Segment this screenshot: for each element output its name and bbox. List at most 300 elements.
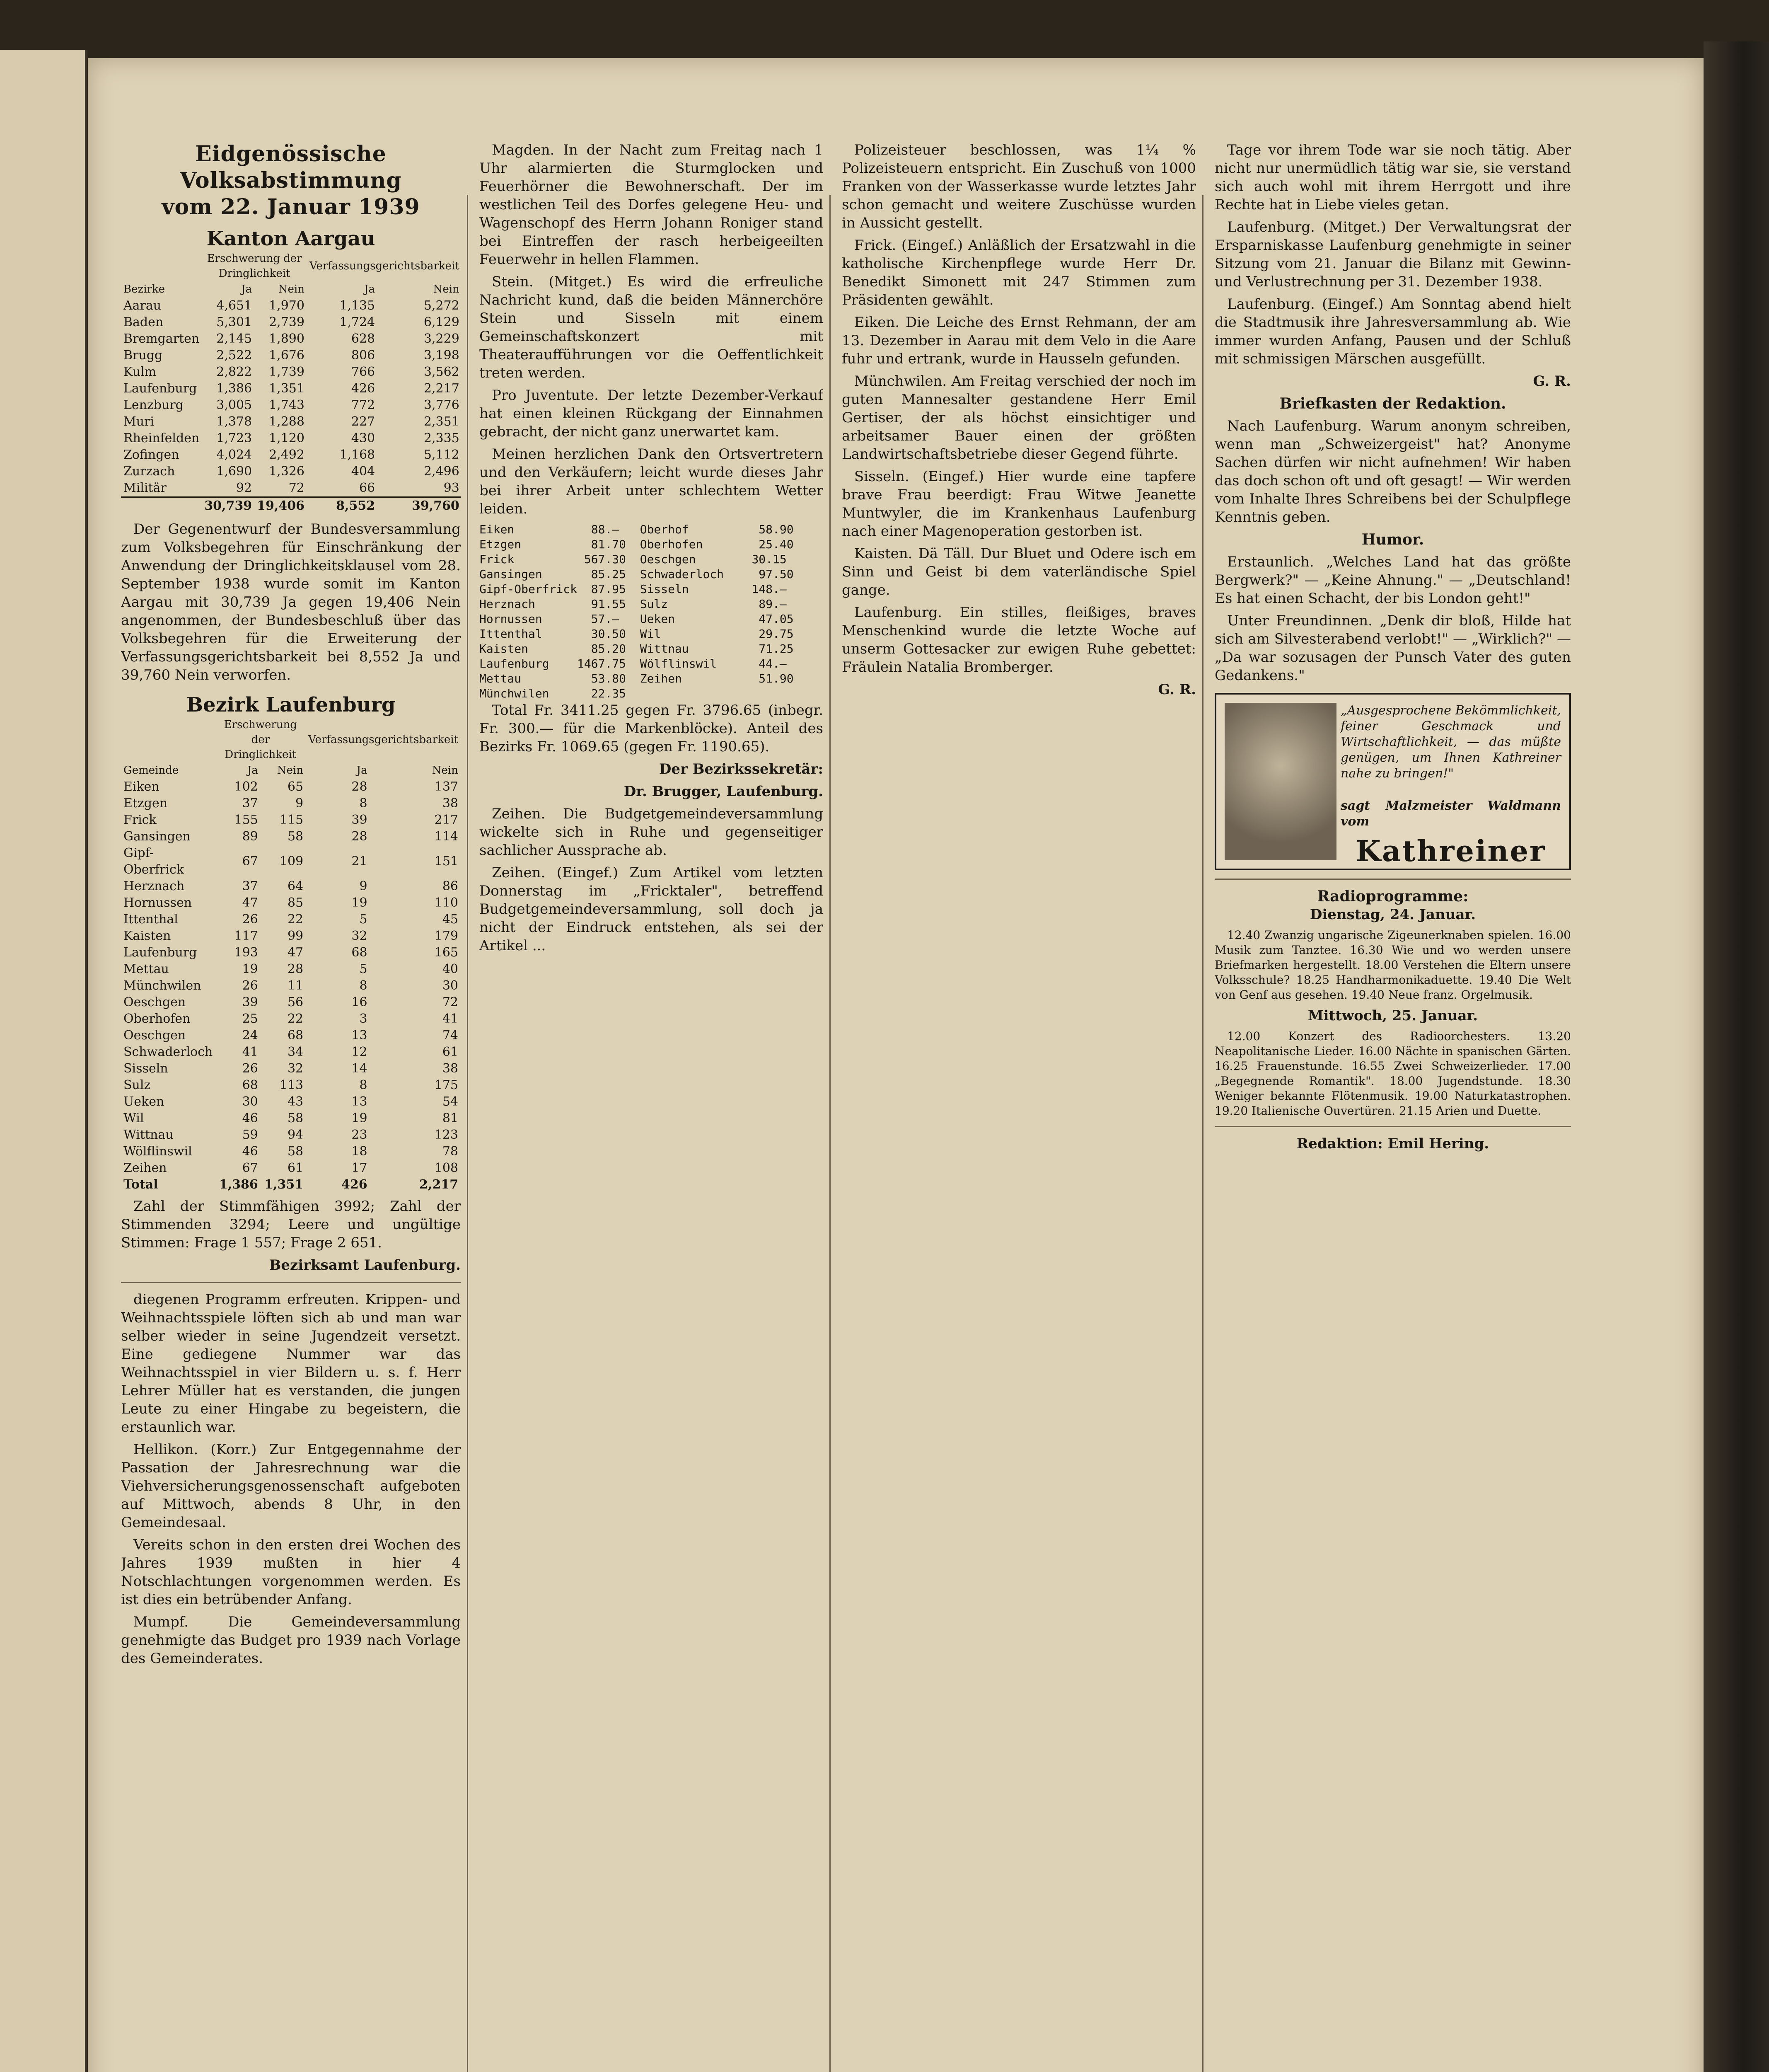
vote-cell: 68: [287, 1028, 304, 1043]
article-paragraph: Münchwilen. Am Freitag verschied der noch im guten Mannesalter gestandene Herr Emil Gertiser, der als höchst einsichtiger und arbeitsamer Bauer einen der größten Landwirtschaftsbetriebe dieser Gegend führte.: [842, 373, 1196, 462]
aargau-rows: [121, 298, 461, 497]
table-row: [121, 364, 461, 380]
radio-listing: 12.00 Konzert des Radioorchesters. 13.20 Neapolitanische Lieder. 16.00 Nächte in spanischen Gärten. 16.25 Frauenstunde. 16.55 Zwei Schweizerlieder. 17.00 „Begegnende Romantik". 18.00 Jugendstunde. 18.30 Weniger bekannte Flötenmusik. 19.00 Naturkatastrophen. 19.20 Italienische Ouvertüren. 21.15 Arien und Duette.: [1215, 1029, 1571, 1118]
header-bezirke: Bezirke: [123, 283, 165, 295]
vote-cell: 1,690: [216, 464, 252, 479]
row-label: Muri: [123, 414, 154, 429]
header-nein: Nein: [433, 283, 459, 295]
header-gemeinde: Gemeinde: [123, 764, 179, 777]
table-row: [121, 895, 461, 911]
vote-cell: 9: [295, 796, 304, 811]
col-group-verfassung: Verfassungsgerichtsbarkeit: [308, 733, 458, 746]
article-paragraph: Polizeisteuer beschlossen, was 1¼ % Polizeisteuern entspricht. Ein Zuschuß von 1000 Franken von der Wasserkasse wurde letztes Jahr schon gemacht und weitere Zuschüsse wurden in Aussicht gestellt.: [842, 142, 1196, 231]
vote-cell: 193: [234, 945, 258, 960]
vote-cell: 37: [242, 879, 258, 893]
table-row: [121, 928, 461, 944]
total-cell: 1,351: [264, 1177, 304, 1192]
vote-cell: 24: [242, 1028, 258, 1043]
table-row: [121, 380, 461, 397]
signature-secretary-name: Dr. Brugger, Laufenburg.: [624, 783, 823, 800]
vote-cell: 8: [359, 978, 367, 993]
vote-cell: 13: [351, 1028, 367, 1043]
vote-cell: 5: [359, 962, 367, 976]
vote-cell: 65: [287, 779, 304, 794]
headline-vote: Eidgenössische Volksabstimmung: [180, 141, 402, 193]
vote-cell: 8: [359, 796, 367, 811]
column-3-articles: [842, 141, 1196, 676]
table-row: [121, 978, 461, 994]
table-row: [121, 812, 461, 828]
vote-cell: 32: [287, 1061, 304, 1076]
vote-cell: 72: [442, 995, 458, 1009]
radio-heading: Radioprogramme:: [1317, 888, 1469, 905]
col-group-dringlichkeit: Erschwerung der Dringlichkeit: [207, 252, 302, 280]
vote-cell: 58: [287, 1111, 304, 1126]
vote-cell: 58: [287, 1144, 304, 1159]
vote-cell: 8: [359, 1078, 367, 1092]
row-label: Gipf-Oberfrick: [123, 846, 184, 877]
table-row: [121, 463, 461, 480]
vote-cell: 46: [242, 1111, 258, 1126]
table-row: [121, 447, 461, 463]
table-row: [121, 1110, 461, 1127]
vote-cell: 217: [434, 813, 458, 827]
previous-page-edge: [0, 50, 87, 2072]
article-paragraph: Pro Juventute. Der letzte Dezember-Verkauf hat einen kleinen Rückgang der Einnahmen gebracht, der nicht ganz unerwartet kam.: [479, 387, 823, 440]
column-1-articles: [121, 1290, 461, 1668]
column-1: [121, 141, 461, 2072]
table-row: [121, 397, 461, 414]
article-paragraph: Vereits schon in den ersten drei Wochen des Jahres 1939 mußten in hier 4 Notschlachtungen vorgenommen werden. Es ist dies ein betrübender Anfang.: [121, 1537, 461, 1608]
vote-cell: 3: [359, 1012, 367, 1026]
column-4: [1215, 141, 1571, 2072]
vote-cell: 102: [234, 779, 258, 794]
vote-cell: 772: [351, 398, 375, 412]
article-paragraph: Frick. (Eingef.) Anläßlich der Ersatzwahl in die katholische Kirchenpflege wurde Herr Dr. Benedikt Simonett mit 247 Stimmen zum Präsidenten gewählt.: [842, 237, 1196, 308]
row-label: Wil: [123, 1111, 144, 1126]
vote-cell: 56: [287, 995, 304, 1009]
kathreiner-advertisement: [1215, 693, 1571, 870]
article-paragraph: Zeihen. (Eingef.) Zum Artikel vom letzten Donnerstag im „Fricktaler", betreffend Budgetgemeindeversammlung, soll doch ja nicht der Eindruck entstehen, als sei der Artikel ...: [479, 864, 823, 954]
article-paragraph: Laufenburg. Ein stilles, fleißiges, braves Menschenkind wurde die letzte Woche auf unserm Gottesacker zur ewigen Ruhe gebettet: Fräulein Natalia Bromberger.: [842, 604, 1196, 675]
table-row: [121, 430, 461, 447]
table-row: [121, 1077, 461, 1094]
signature-secretary-title: Der Bezirkssekretär:: [659, 761, 823, 777]
vote-cell: 64: [287, 879, 304, 893]
vote-cell: 123: [434, 1128, 458, 1142]
vote-cell: 89: [242, 829, 258, 844]
total-label: [121, 497, 202, 515]
column-rule: [467, 195, 468, 2072]
vote-cell: 59: [242, 1128, 258, 1142]
table-row: [121, 795, 461, 812]
vote-cell: 227: [351, 414, 375, 429]
row-label: Hornussen: [123, 896, 192, 910]
row-label: Baden: [123, 315, 164, 329]
vote-cell: 5,112: [423, 448, 459, 462]
vote-cell: 1,676: [269, 348, 304, 363]
vote-cell: 85: [287, 896, 304, 910]
table-total-row: [121, 1176, 461, 1193]
vote-cell: 22: [287, 912, 304, 927]
row-label: Oeschgen: [123, 1028, 186, 1043]
vote-cell: 110: [434, 896, 458, 910]
row-label: Frick: [123, 813, 157, 827]
vote-cell: 21: [351, 854, 367, 869]
results-table-aargau: [121, 251, 461, 514]
column-2-articles: [479, 141, 823, 518]
aargau-summary: Der Gegenentwurf der Bundesversammlung zum Volksbegehren für Einschränkung der Anwendung der Dringlichkeitsklausel vom 28. September 1938 wurde somit im Kanton Aargau mit 30,739 Ja gegen 19,406 Nein angenommen, der Bundesbeschluß über das Volksbegehren für die Erweiterung der Verfassungsgerichtsbarkeit bei 8,552 Ja und 39,760 Nein verworfen.: [121, 521, 461, 683]
vote-cell: 4,651: [216, 298, 252, 313]
article-paragraph: Stein. (Mitget.) Es wird die erfreuliche Nachricht kund, daß die beiden Männerchöre Stein und Sisseln mit einem Gemeinschaftskonzert mit Theateraufführungen vor die Oeffentlichkeit treten werden.: [479, 274, 823, 381]
article-paragraph: Mumpf. Die Gemeindeversammlung genehmigte das Budget pro 1939 nach Vorlage des Gemeinderates.: [121, 1614, 461, 1667]
article-paragraph: Sisseln. (Eingef.) Hier wurde eine tapfere brave Frau beerdigt: Frau Witwe Jeanette Muntwyler, die im Krankenhaus Laufenburg nach einer Magenoperation gestorben ist.: [842, 468, 1196, 540]
vote-cell: 25: [242, 1012, 258, 1026]
vote-cell: 3,776: [423, 398, 459, 412]
vote-cell: 72: [288, 481, 304, 495]
article-paragraph: Zeihen. Die Budgetgemeindeversammlung wickelte sich in Ruhe und gegenseitiger sachlicher Aussprache ab.: [479, 806, 823, 859]
vote-cell: 19: [351, 896, 367, 910]
vote-cell: 2,335: [423, 431, 459, 445]
vote-cell: 3,229: [423, 332, 459, 346]
table-row: [121, 994, 461, 1011]
tally-total: Total Fr. 3411.25 gegen Fr. 3796.65 (inbegr. Fr. 300.— für die Markenblöcke). Anteil des Bezirks Fr. 1069.65 (gegen Fr. 1190.65).: [479, 702, 823, 755]
vote-cell: 41: [242, 1045, 258, 1059]
section-divider: [1215, 1126, 1571, 1127]
vote-cell: 1,288: [269, 414, 304, 429]
column-rule: [1202, 195, 1204, 2072]
vote-cell: 2,217: [423, 381, 459, 396]
vote-cell: 81: [442, 1111, 458, 1126]
row-label: Aarau: [123, 298, 162, 313]
vote-cell: 68: [351, 945, 367, 960]
vote-cell: 2,145: [216, 332, 252, 346]
humor-item: Erstaunlich. „Welches Land hat das größte Bergwerk?" — „Keine Ahnung." — „Deutschland! Es hat einen Schacht, der bis London geht!": [1215, 554, 1571, 607]
vote-cell: 1,970: [269, 298, 304, 313]
row-label: Gansingen: [123, 829, 191, 844]
row-label: Zeihen: [123, 1161, 167, 1175]
row-label: Wölflinswil: [123, 1144, 192, 1159]
vote-cell: 46: [242, 1144, 258, 1159]
vote-cell: 1,739: [269, 365, 304, 379]
vote-cell: 54: [442, 1094, 458, 1109]
row-label: Zofingen: [123, 448, 179, 462]
vote-cell: 39: [242, 995, 258, 1009]
table-row: [121, 1094, 461, 1110]
total-cell: 8,552: [336, 499, 375, 513]
vote-cell: 26: [242, 978, 258, 993]
vote-cell: 18: [351, 1144, 367, 1159]
humor-heading: Humor.: [1361, 531, 1424, 548]
vote-cell: 39: [351, 813, 367, 827]
column-2-articles-continued: [479, 805, 823, 955]
laufenburg-summary: Zahl der Stimmfähigen 3992; Zahl der Stimmenden 3294; Leere und ungültige Stimmen: Frage 1 557; Frage 2 651.: [121, 1198, 461, 1251]
row-label: Wittnau: [123, 1128, 174, 1142]
article-paragraph: Meinen herzlichen Dank den Ortsvertretern und den Verkäufern; leicht wurde dieses Jahr bei ihrer Arbeit unter schlechtem Wetter leiden.: [479, 446, 823, 517]
vote-cell: 117: [234, 929, 258, 943]
vote-cell: 16: [351, 995, 367, 1009]
humor-item: Unter Freundinnen. „Denk dir bloß, Hilde hat sich am Silvesterabend verlobt!" — „Wirklich?" — „Da war sozusagen der Punsch Vater des guten Gedankens.": [1215, 612, 1571, 684]
signature-gr: G. R.: [1533, 373, 1571, 390]
vote-cell: 14: [351, 1061, 367, 1076]
table-row: [121, 1143, 461, 1160]
vote-cell: 38: [442, 796, 458, 811]
vote-cell: 41: [442, 1012, 458, 1026]
col-group-verfassung: Verfassungsgerichtsbarkeit: [309, 260, 459, 272]
vote-cell: 58: [287, 829, 304, 844]
row-label: Brugg: [123, 348, 163, 363]
table-row: [121, 1011, 461, 1027]
vote-cell: 404: [351, 464, 375, 479]
ad-attribution: sagt Malzmeister Waldmann vom: [1341, 799, 1561, 829]
vote-cell: 2,351: [423, 414, 459, 429]
row-label: Lenzburg: [123, 398, 184, 412]
table-row: [121, 779, 461, 795]
total-cell: 39,760: [411, 499, 459, 513]
row-label: Laufenburg: [123, 945, 197, 960]
table-row: [121, 845, 461, 878]
header-nein: Nein: [277, 764, 304, 777]
article-paragraph: diegenen Programm erfreuten. Krippen- und Weihnachtsspiele löften sich ab und man war selber wieder in seine Jugendzeit versetzt. Eine gediegene Nummer war das Weihnachtsspiel in vier Bildern u. s. f. Herr Lehrer Müller hat es verstanden, die jungen Leute zu einer Hingabe zu begeistern, die erstaunlich war.: [121, 1291, 461, 1435]
table-row: [121, 331, 461, 347]
markenverkauf-tally: Eiken 88.— Oberhof 58.90 Etzgen 81.70 Oberhofen 25.40 Frick 567.30 Oeschgen 30.15 Gansingen 85.25 Schwaderloch 97.50 Gipf-Oberfrick 87.95 Sisseln 148.— Herznach 91.55 Sulz 89.— Hornussen 57.— Ueken 47.05 Ittenthal 30.50 Wil 29.75 Kaisten 85.20 Wittnau 71.25 Laufenburg 1467.75 Wölflinswil 44.— Mettau 53.80 Zeihen 51.90 Münchwilen 22.35: [479, 523, 794, 700]
vote-cell: 151: [434, 854, 458, 869]
vote-cell: 67: [242, 854, 258, 869]
ad-brand-logo: Kathreiner: [1356, 834, 1546, 868]
table-row: [121, 298, 461, 314]
vote-cell: 28: [351, 779, 367, 794]
row-label: Sulz: [123, 1078, 151, 1092]
vote-cell: 23: [351, 1128, 367, 1142]
vote-cell: 26: [242, 1061, 258, 1076]
vote-cell: 115: [279, 813, 304, 827]
vote-cell: 628: [351, 332, 375, 346]
vote-cell: 108: [434, 1161, 458, 1175]
table-row: [121, 1060, 461, 1077]
vote-cell: 109: [279, 854, 304, 869]
row-label: Mettau: [123, 962, 169, 976]
table-total-row: [121, 497, 461, 515]
column-3: [842, 141, 1196, 2072]
row-label: Münchwilen: [123, 978, 201, 993]
table-row: [121, 347, 461, 364]
row-label: Oeschgen: [123, 995, 186, 1009]
vote-cell: 61: [442, 1045, 458, 1059]
vote-cell: 5,272: [423, 298, 459, 313]
vote-cell: 93: [443, 481, 459, 495]
heading-bezirk-laufenburg: Bezirk Laufenburg: [186, 693, 396, 716]
vote-cell: 6,129: [423, 315, 459, 329]
vote-cell: 67: [242, 1161, 258, 1175]
vote-cell: 40: [442, 962, 458, 976]
row-label: Kulm: [123, 365, 157, 379]
vote-cell: 47: [287, 945, 304, 960]
vote-cell: 32: [351, 929, 367, 943]
newspaper-page: [88, 58, 1704, 2072]
table-row: [121, 828, 461, 845]
vote-cell: 1,743: [269, 398, 304, 412]
radio-day: Dienstag, 24. Januar.: [1310, 906, 1476, 923]
article-paragraph: Hellikon. (Korr.) Zur Entgegennahme der Passation der Jahresrechnung war die Viehversicherungsgenossenschaft aufgeboten auf Mittwoch, abends 8 Uhr, in den Gemeindesaal.: [121, 1441, 461, 1531]
row-label: Oberhofen: [123, 1012, 191, 1026]
signature-gr: G. R.: [1158, 681, 1196, 698]
vote-cell: 113: [279, 1078, 304, 1092]
vote-cell: 17: [351, 1161, 367, 1175]
book-binding: [1704, 41, 1769, 2072]
vote-cell: 43: [287, 1094, 304, 1109]
article-paragraph: Eiken. Die Leiche des Ernst Rehmann, der am 13. Dezember in Aarau mit dem Velo in die Aare fuhr und ertrank, wurde in Hausseln gefunden.: [842, 314, 1196, 367]
vote-cell: 2,822: [216, 365, 252, 379]
row-label: Herznach: [123, 879, 185, 893]
radio-day: Mittwoch, 25. Januar.: [1307, 1007, 1478, 1024]
header-nein: Nein: [432, 764, 458, 777]
vote-cell: 155: [234, 813, 258, 827]
vote-cell: 5: [359, 912, 367, 927]
vote-cell: 1,351: [269, 381, 304, 396]
vote-cell: 165: [434, 945, 458, 960]
table-row: [121, 911, 461, 928]
table-row: [121, 878, 461, 895]
vote-cell: 19: [242, 962, 258, 976]
row-label: Eiken: [123, 779, 160, 794]
vote-cell: 1,168: [339, 448, 375, 462]
header-ja: Ja: [247, 764, 258, 777]
vote-cell: 1,326: [269, 464, 304, 479]
vote-cell: 2,739: [269, 315, 304, 329]
results-table-laufenburg: [121, 717, 461, 1193]
article-paragraph: Laufenburg. (Eingef.) Am Sonntag abend hielt die Stadtmusik ihre Jahresversammlung ab. Wie immer wurden Anfang, Pausen und der Schluß mit schmissigen Märschen ausgefüllt.: [1215, 296, 1571, 367]
table-row: [121, 314, 461, 331]
vote-cell: 61: [287, 1161, 304, 1175]
briefkasten-text: Nach Laufenburg. Warum anonym schreiben, wenn man „Schweizergeist" hat? Anonyme Sachen dürfen wir nicht aufnehmen! Wir haben das doch schon oft und oft gesagt! — Wir werden vom Inhalte Ihres Schreibens bei der Schulpflege Kenntnis geben.: [1215, 418, 1571, 525]
table-row: [121, 480, 461, 497]
row-label: Etzgen: [123, 796, 168, 811]
vote-cell: 2,522: [216, 348, 252, 363]
vote-cell: 66: [359, 481, 375, 495]
row-label: Ittenthal: [123, 912, 178, 927]
row-label: Schwaderloch: [123, 1045, 213, 1059]
table-row: [121, 944, 461, 961]
vote-cell: 806: [351, 348, 375, 363]
table-row: [121, 1160, 461, 1176]
vote-cell: 12: [351, 1045, 367, 1059]
vote-cell: 78: [442, 1144, 458, 1159]
vote-cell: 430: [351, 431, 375, 445]
total-cell: 1,386: [219, 1177, 258, 1192]
total-label: Total: [123, 1177, 158, 1192]
vote-cell: 3,562: [423, 365, 459, 379]
vote-cell: 114: [434, 829, 458, 844]
headline-date: vom 22. Januar 1939: [162, 194, 420, 220]
row-label: Laufenburg: [123, 381, 197, 396]
vote-cell: 426: [351, 381, 375, 396]
vote-cell: 3,198: [423, 348, 459, 363]
vote-cell: 1,120: [269, 431, 304, 445]
total-cell: 2,217: [419, 1177, 458, 1192]
redaktion-credit: Redaktion: Emil Hering.: [1296, 1135, 1489, 1152]
vote-cell: 4,024: [216, 448, 252, 462]
vote-cell: 47: [242, 896, 258, 910]
article-paragraph: Kaisten. Dä Täll. Dur Bluet und Odere isch em Sinn und Geist bi dem vaterländische Spiel gange.: [842, 545, 1196, 598]
vote-cell: 37: [242, 796, 258, 811]
column-2: [479, 141, 823, 2072]
vote-cell: 179: [434, 929, 458, 943]
total-cell: 426: [341, 1177, 367, 1192]
vote-cell: 1,378: [216, 414, 252, 429]
article-paragraph: Laufenburg. (Mitget.) Der Verwaltungsrat der Ersparniskasse Laufenburg genehmigte in seiner Sitzung vom 21. Januar die Bilanz mit Gewinn- und Verlustrechnung per 31. Dezember 1938.: [1215, 219, 1571, 290]
vote-cell: 1,724: [339, 315, 375, 329]
table-row: [121, 1127, 461, 1143]
vote-cell: 30: [442, 978, 458, 993]
section-divider: [121, 1282, 461, 1283]
vote-cell: 22: [287, 1012, 304, 1026]
briefkasten-heading: Briefkasten der Redaktion.: [1279, 395, 1506, 412]
table-row: [121, 961, 461, 978]
header-ja: Ja: [364, 283, 375, 295]
vote-cell: 1,890: [269, 332, 304, 346]
header-ja: Ja: [356, 764, 367, 777]
vote-cell: 1,723: [216, 431, 252, 445]
signature-bezirksamt: Bezirksamt Laufenburg.: [269, 1257, 461, 1273]
total-cell: 30,739: [204, 499, 252, 513]
vote-cell: 34: [287, 1045, 304, 1059]
ad-quote: „Ausgesprochene Bekömmlichkeit, feiner Geschmack und Wirtschaftlichkeit, — das müßte genügen, um Ihnen Kathreiner nahe zu bringen!": [1341, 703, 1561, 781]
radio-listing: 12.40 Zwanzig ungarische Zigeunerknaben spielen. 16.00 Musik zum Tanztee. 16.30 Wie und wo werden unsere Briefmarken hergestellt. 18.00 Verstehen die Eltern unsere Volksschule? 18.25 Handharmonikaduette. 19.40 Die Welt von Genf aus gesehen. 19.40 Neue franz. Orgelmusik.: [1215, 928, 1571, 1002]
vote-cell: 26: [242, 912, 258, 927]
vote-cell: 19: [351, 1111, 367, 1126]
vote-cell: 92: [236, 481, 252, 495]
vote-cell: 1,135: [339, 298, 375, 313]
header-ja: Ja: [241, 283, 252, 295]
vote-cell: 137: [434, 779, 458, 794]
article-paragraph: Tage vor ihrem Tode war sie noch tätig. Aber nicht nur unermüdlich tätig war sie, sie verstand sich auch wohl mit ihrem Herrgott und ihre Rechte hat in Liebe vieles getan.: [1215, 142, 1571, 213]
row-label: Rheinfelden: [123, 431, 200, 445]
vote-cell: 1,386: [216, 381, 252, 396]
vote-cell: 74: [442, 1028, 458, 1043]
laufenburg-rows: [121, 779, 461, 1176]
vote-cell: 766: [351, 365, 375, 379]
vote-cell: 38: [442, 1061, 458, 1076]
vote-cell: 86: [442, 879, 458, 893]
vote-cell: 5,301: [216, 315, 252, 329]
vote-cell: 9: [359, 879, 367, 893]
table-row: [121, 1044, 461, 1060]
vote-cell: 2,492: [269, 448, 304, 462]
row-label: Zurzach: [123, 464, 175, 479]
vote-cell: 13: [351, 1094, 367, 1109]
col-group-dringlichkeit: Erschwerung der Dringlichkeit: [224, 719, 297, 761]
vote-cell: 28: [287, 962, 304, 976]
header-nein: Nein: [278, 283, 304, 295]
vote-cell: 11: [287, 978, 304, 993]
column-rule: [829, 195, 831, 2072]
vote-cell: 30: [242, 1094, 258, 1109]
vote-cell: 175: [434, 1078, 458, 1092]
section-divider: [1215, 879, 1571, 880]
vote-cell: 2,496: [423, 464, 459, 479]
row-label: Sisseln: [123, 1061, 168, 1076]
table-row: [121, 1027, 461, 1044]
column-4-articles: [1215, 141, 1571, 368]
portrait-illustration: [1225, 703, 1336, 860]
vote-cell: 3,005: [216, 398, 252, 412]
row-label: Militär: [123, 481, 167, 495]
table-row: [121, 414, 461, 430]
row-label: Ueken: [123, 1094, 164, 1109]
heading-kanton-aargau: Kanton Aargau: [206, 227, 375, 250]
row-label: Kaisten: [123, 929, 171, 943]
vote-cell: 28: [351, 829, 367, 844]
